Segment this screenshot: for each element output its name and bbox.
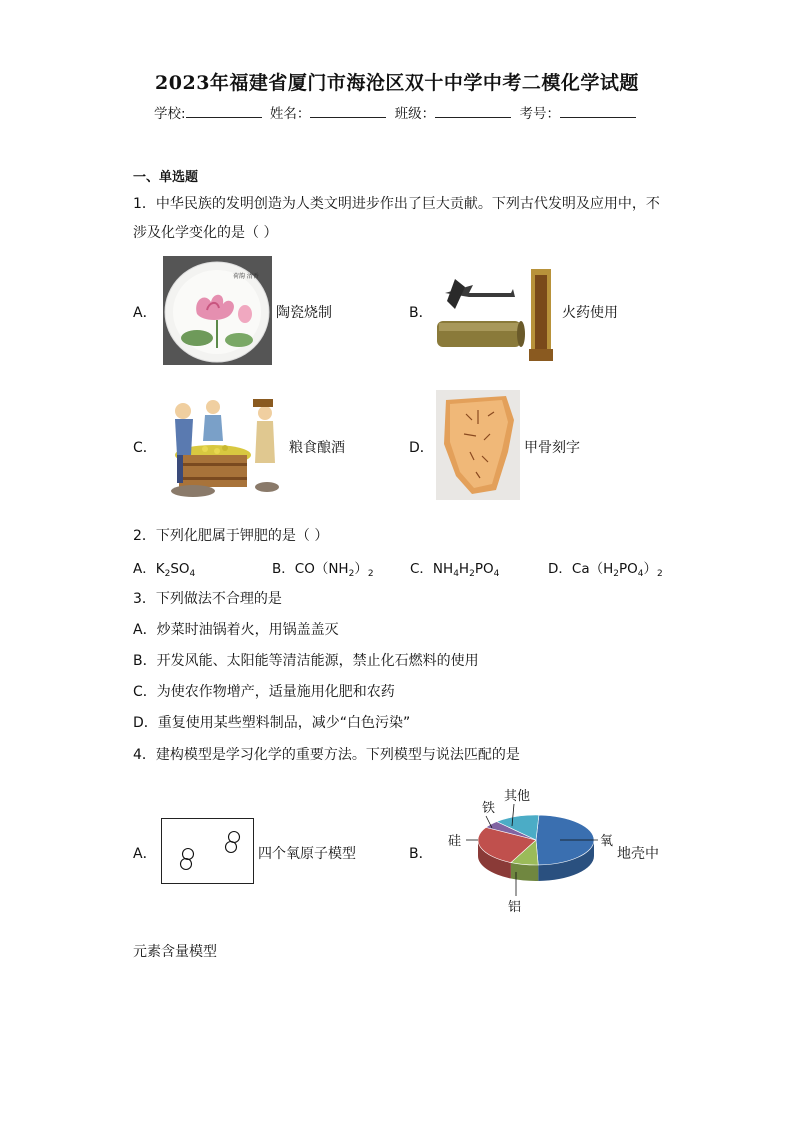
q3-option-a[interactable]: A．炒菜时油锅着火，用锅盖盖灭: [133, 622, 339, 638]
q1-stem-line1: 1．中华民族的发明创造为人类文明进步作出了巨大贡献。下列古代发明及应用中，不: [133, 196, 660, 212]
q2-b-sub2: 2: [367, 569, 374, 579]
name-label: 姓名：: [269, 106, 311, 122]
q2-d-tail: ）: [643, 561, 657, 577]
page-title: 2023年福建省厦门市海沧区双十中学中考二模化学试题: [155, 72, 639, 94]
q1-option-a-caption: 陶瓷烧制: [276, 305, 332, 321]
school-blank[interactable]: [186, 105, 262, 118]
q2-b-sub1: 2: [348, 569, 355, 579]
q2-c-sub2: 2: [469, 569, 475, 579]
svg-text:荷韵 清香: 荷韵 清香: [233, 273, 259, 280]
q3-option-d[interactable]: D．重复使用某些塑料制品，减少“白色污染”: [133, 715, 411, 731]
pie-side-铝: [511, 863, 538, 881]
q1-option-d-caption: 甲骨刻字: [524, 440, 580, 456]
q2-c-sub1: 4: [453, 569, 459, 579]
q2-stem: 2．下列化肥属于钾肥的是（ ）: [133, 528, 329, 544]
pie-label-oxygen: 氧: [600, 834, 614, 849]
q4-option-a-letter[interactable]: A．: [133, 846, 157, 862]
q2-d-sub3: 2: [657, 569, 663, 579]
q2-option-d[interactable]: [548, 557, 663, 577]
q2-c-tail: PO: [474, 561, 494, 577]
q2-c-sub3: 4: [493, 569, 500, 579]
q4-option-b-caption-line2: 元素含量模型: [133, 944, 217, 960]
oracle-bone-image: [436, 390, 520, 500]
q2-option-a[interactable]: [133, 557, 195, 577]
q2-c-mid: H: [458, 561, 470, 577]
q2-b-mid: ）: [354, 561, 368, 577]
student-info-line: [0, 102, 794, 122]
q4-stem: 4．建构模型是学习化学的重要方法。下列模型与说法匹配的是: [133, 747, 520, 763]
pie-label-iron: 铁: [482, 801, 496, 816]
section-title: 一、单选题: [133, 170, 199, 185]
q2-option-c[interactable]: [410, 557, 499, 577]
oxygen-atom-model-box: [161, 818, 254, 884]
q2-a-sub1: 2: [164, 569, 171, 579]
q2-a-sub2: 4: [189, 569, 196, 579]
q2-d-sub2: 4: [637, 569, 644, 579]
class-label: 班级：: [394, 106, 436, 122]
class-blank[interactable]: [435, 105, 511, 118]
name-blank[interactable]: [310, 105, 386, 118]
pie-label-aluminum: 铝: [508, 900, 522, 915]
q1-stem-line2: 涉及化学变化的是（ ）: [133, 225, 278, 241]
q4-option-b-letter[interactable]: B．: [409, 846, 433, 862]
q2-option-b[interactable]: [272, 557, 374, 577]
pie-label-silicon: 硅: [448, 834, 462, 849]
q2-c-text: C．NH: [410, 561, 454, 577]
q2-b-text: B．CO（NH: [272, 561, 349, 577]
q2-d-sub1: 2: [613, 569, 619, 579]
q1-option-b-caption: 火药使用: [562, 305, 618, 321]
exam-number-label: 考号：: [519, 106, 560, 122]
q2-a-mid: SO: [170, 561, 190, 577]
q1-option-a-letter[interactable]: A．: [133, 305, 157, 321]
q1-option-d-letter[interactable]: D．: [409, 440, 434, 456]
q4-option-a-caption: 四个氧原子模型: [258, 846, 356, 862]
q3-stem: 3．下列做法不合理的是: [133, 591, 282, 607]
gunpowder-weapon-image: [433, 265, 557, 365]
ceramic-plate-image: [163, 256, 272, 365]
q2-d-mid: PO: [618, 561, 638, 577]
q1-option-b-letter[interactable]: B．: [409, 305, 433, 321]
q1-option-c-letter[interactable]: C．: [133, 440, 157, 456]
q3-option-b[interactable]: B．开发风能、太阳能等清洁能源，禁止化石燃料的使用: [133, 653, 479, 669]
exam-number-blank[interactable]: [560, 105, 636, 118]
q4-option-b-caption: 地壳中: [617, 846, 659, 862]
q3-option-c[interactable]: C．为使农作物增产，适量施用化肥和农药: [133, 684, 395, 700]
pie-label-other: 其他: [504, 789, 531, 804]
q2-a-text: A．K: [133, 561, 165, 577]
grain-brewing-image: [163, 393, 283, 501]
q1-option-c-caption: 粮食酿酒: [289, 440, 345, 456]
q2-d-text: D．Ca（H: [548, 561, 614, 577]
school-label: 学校:: [154, 106, 186, 122]
